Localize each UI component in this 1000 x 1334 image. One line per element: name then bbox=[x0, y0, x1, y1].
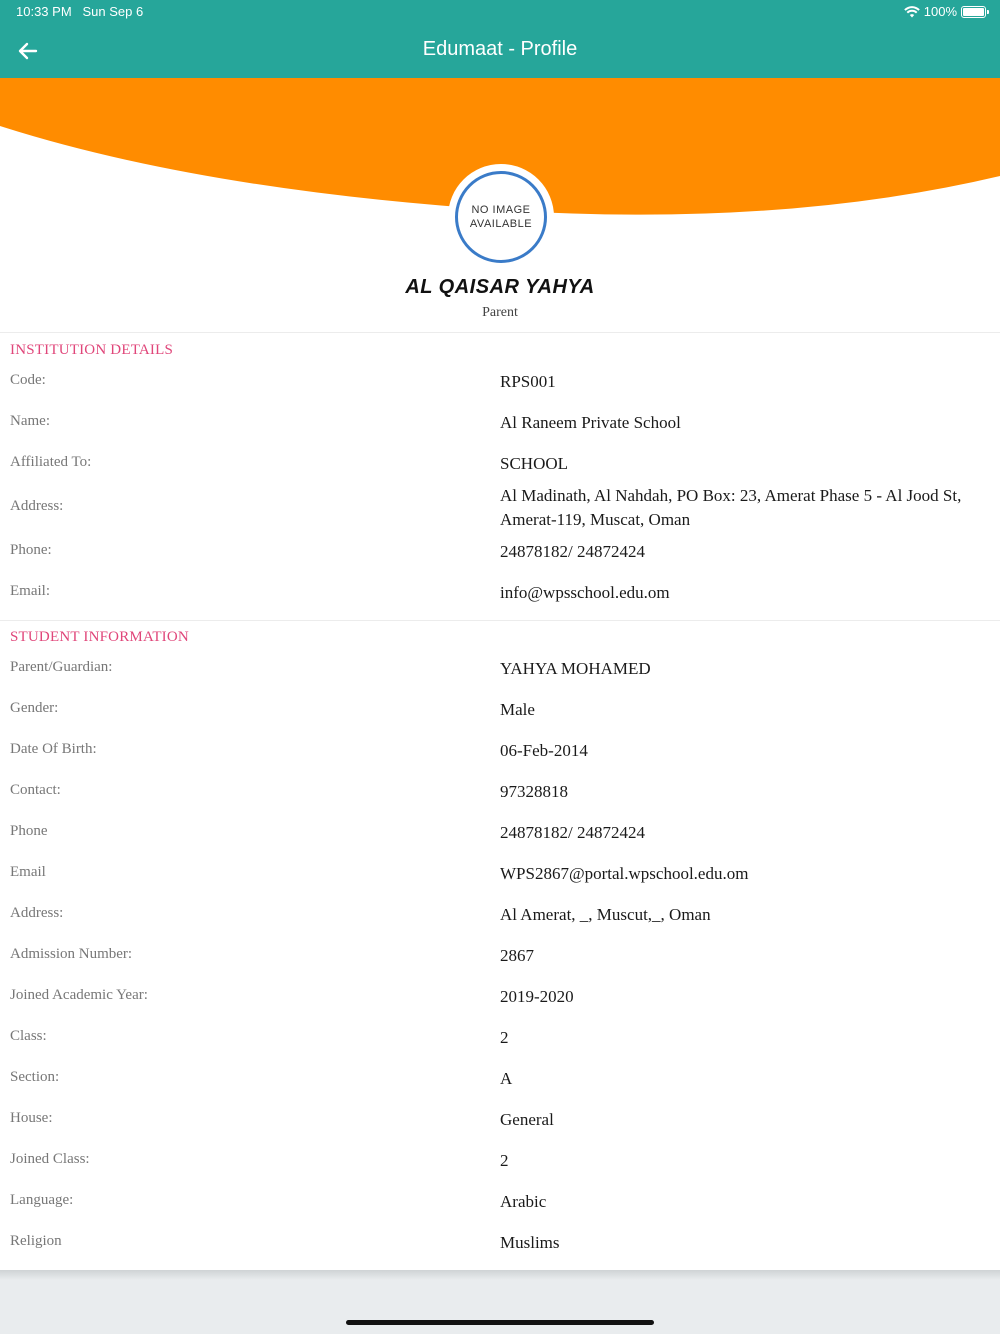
bottom-area bbox=[0, 1280, 1000, 1334]
avatar-text-line1: NO IMAGE bbox=[471, 204, 531, 216]
row-value: Al Madinath, Al Nahdah, PO Box: 23, Amerat Phase 5 - Al Jood St, Amerat-119, Muscat, Oman bbox=[500, 486, 962, 529]
battery-icon bbox=[961, 6, 986, 18]
row-value[interactable]: WPS2867@portal.wpschool.edu.om bbox=[500, 864, 749, 883]
row-value: A bbox=[500, 1069, 513, 1088]
row-label: Code: bbox=[10, 372, 46, 388]
row-label: Joined Academic Year: bbox=[10, 987, 148, 1003]
row-label: Phone bbox=[10, 823, 48, 839]
wifi-icon bbox=[904, 6, 920, 18]
row-label: Contact: bbox=[10, 782, 61, 798]
avatar bbox=[448, 164, 554, 270]
page-title: Edumaat - Profile bbox=[422, 38, 578, 60]
row-label: Address: bbox=[10, 905, 64, 921]
divider bbox=[0, 620, 1000, 621]
row-label: Admission Number: bbox=[10, 946, 133, 962]
row-value: 2 bbox=[500, 1028, 509, 1047]
row-label: Class: bbox=[10, 1028, 47, 1044]
row-value: 24878182/ 24872424 bbox=[500, 542, 645, 561]
row-value: 24878182/ 24872424 bbox=[500, 823, 645, 842]
status-indicators bbox=[904, 4, 986, 19]
row-label: Affiliated To: bbox=[10, 454, 92, 470]
profile-role: Parent bbox=[482, 305, 518, 320]
divider bbox=[0, 332, 1000, 333]
row-value: Male bbox=[500, 700, 535, 719]
row-value: General bbox=[500, 1110, 554, 1129]
row-value: YAHYA MOHAMED bbox=[500, 659, 651, 678]
row-value: 06-Feb-2014 bbox=[500, 741, 588, 760]
row-label: Email bbox=[10, 864, 46, 880]
avatar-text-line2: AVAILABLE bbox=[469, 218, 533, 230]
row-label: Name: bbox=[10, 413, 50, 429]
app-bar bbox=[0, 0, 1000, 78]
row-label: Religion bbox=[10, 1233, 62, 1249]
row-label: Address: bbox=[10, 498, 64, 514]
row-value: SCHOOL bbox=[500, 454, 569, 473]
row-value[interactable]: info@wpsschool.edu.om bbox=[500, 583, 670, 602]
profile-name: AL QAISAR YAHYA bbox=[405, 276, 595, 298]
row-label: Section: bbox=[10, 1069, 60, 1085]
row-value: 2867 bbox=[500, 946, 534, 965]
row-value: 2 bbox=[500, 1151, 509, 1170]
row-label: House: bbox=[10, 1110, 53, 1126]
row-value: Arabic bbox=[500, 1192, 547, 1211]
row-label: Phone: bbox=[10, 542, 52, 558]
row-value: 2019-2020 bbox=[500, 987, 574, 1006]
battery-level bbox=[963, 8, 984, 16]
card-bottom-shadow bbox=[0, 1270, 1000, 1280]
row-label: Language: bbox=[10, 1192, 74, 1208]
home-indicator[interactable] bbox=[346, 1320, 654, 1325]
status-time: 10:33 PM Sun Sep 6 bbox=[16, 4, 144, 19]
row-label: Parent/Guardian: bbox=[10, 659, 113, 675]
battery-percent: 100% bbox=[923, 4, 957, 19]
section-title-institution: INSTITUTION DETAILS bbox=[10, 342, 173, 358]
row-label: Date Of Birth: bbox=[10, 741, 97, 757]
row-value: Al Raneem Private School bbox=[500, 413, 681, 432]
row-value: RPS001 bbox=[500, 372, 556, 391]
row-label: Joined Class: bbox=[10, 1151, 90, 1167]
row-value: Muslims bbox=[500, 1233, 560, 1252]
row-value: Al Amerat, _, Muscut,_, Oman bbox=[500, 905, 711, 924]
avatar-placeholder bbox=[455, 171, 547, 263]
row-label: Email: bbox=[10, 583, 50, 599]
row-label: Gender: bbox=[10, 700, 59, 716]
row-value: 97328818 bbox=[500, 782, 568, 801]
section-title-student: STUDENT INFORMATION bbox=[10, 629, 189, 645]
